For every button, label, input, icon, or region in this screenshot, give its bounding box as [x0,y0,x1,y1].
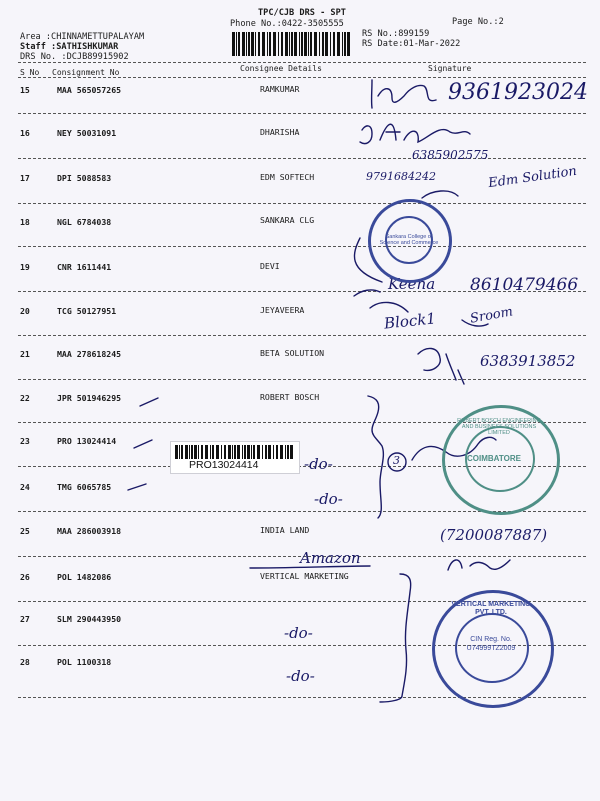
vertical-marketing-stamp-cin: CIN Reg. No. U74999TZ2009 [466,636,516,652]
row-consignee: VERTICAL MARKETING [260,571,349,581]
vertical-marketing-stamp [432,590,554,708]
signature-mark [448,560,510,570]
signature-mark [418,348,464,384]
phone-19: 8610479466 [470,275,579,295]
rs-number: RS No.:899159 [362,29,430,39]
phone-16: 6385902575 [412,148,489,162]
row-consignment: TCG 50127951 [57,306,117,316]
row-consignee: JEYAVEERA [260,305,305,315]
barcode-sticker-text: PRO13024414 [189,459,259,471]
ditto-mark: -do- [284,624,313,642]
row-consignee: RAMKUMAR [260,84,300,94]
col-consignment: Consignment No [52,68,120,77]
name-19: Keena [388,275,436,293]
row-sno: 23 [20,436,30,446]
amazon-note: Amazon [300,549,361,567]
row-consignee: SANKARA CLG [260,215,315,225]
ditto-mark: -do- [314,490,343,508]
row-consignment: DPI 5088583 [57,173,112,183]
circled-number-text: 3 [393,454,400,467]
row-consignment: JPR 501946295 [57,393,122,403]
row-consignment: TMG 6065785 [57,482,112,492]
brace-mark [380,574,411,702]
row-sno: 24 [20,482,30,492]
phone-15: 9361923024 [448,80,588,105]
row-consignment: CNR 1611441 [57,262,112,272]
row-consignment: NGL 6784038 [57,217,112,227]
row-sno: 26 [20,572,30,582]
row-consignee: EDM SOFTECH [260,172,315,182]
robert-bosch-stamp-text: ROBERT BOSCH ENGINEERING AND BUSINESS SOLUTIONS LIMITED [457,418,541,436]
row-sno: 28 [20,657,30,667]
robert-bosch-stamp [442,405,560,515]
row-sno: 17 [20,173,30,183]
row-sno: 18 [20,217,30,227]
row-consignee: DEVI [260,261,280,271]
phone-25: (7200087887) [440,526,548,544]
row-sno: 22 [20,393,30,403]
row-sno: 15 [20,85,30,95]
tick-mark [128,484,146,490]
phone-21: 6383913852 [480,352,576,370]
ditto-mark: -do- [304,455,333,473]
row-sno: 21 [20,349,30,359]
row-consignment: NEY 50031091 [57,128,117,138]
ditto-mark: -do- [286,667,315,685]
note-20b: Sroom [469,304,515,327]
row-sno: 20 [20,306,30,316]
row-consignee: INDIA LAND [260,525,310,535]
col-sno: S No [20,68,40,77]
phone-17: 9791684242 [366,170,436,183]
drs-number: DRS No. :DCJB89915902 [20,52,129,62]
col-signature: Signature [428,64,472,73]
row-sno: 16 [20,128,30,138]
robert-bosch-stamp-city: COIMBATORE [467,454,521,463]
tick-mark [140,398,158,406]
note-20a: Block1 [383,309,437,333]
sankara-stamp [368,199,452,283]
row-consignee: BETA SOLUTION [260,348,325,358]
row-consignment: MAA 565057265 [57,85,122,95]
row-consignment: MAA 278618245 [57,349,122,359]
signature-mark [372,80,436,108]
page-number: Page No.:2 [452,17,504,27]
rs-date: RS Date:01-Mar-2022 [362,39,461,49]
row-consignment: POL 1100318 [57,657,112,667]
signature-mark [422,191,458,198]
vertical-marketing-stamp-text: VERTICAL MARKETING PVT. LTD. [451,601,531,616]
row-sno: 27 [20,614,30,624]
phone-number: Phone No.:0422-3505555 [230,19,344,29]
row-consignment: SLM 290443950 [57,614,122,624]
sankara-stamp-text: Sankara College of Science and Commerce [379,234,439,246]
row-sno: 25 [20,526,30,536]
row-consignment: POL 1482086 [57,572,112,582]
doc-title: TPC/CJB DRS - SPT [258,8,346,18]
col-consignee: Consignee Details [240,64,322,73]
brace-mark [368,396,383,518]
staff-field: Staff :SATHISHKUMAR [20,42,119,52]
row-consignment: MAA 286003918 [57,526,122,536]
area-field: Area :CHINNAMETTUPALAYAM [20,32,145,42]
edm-note: Edm Solution [487,163,578,192]
row-consignee: DHARISHA [260,127,300,137]
row-consignment: PRO 13024414 [57,436,117,446]
signature-mark [360,124,470,143]
tick-mark [134,440,152,448]
row-sno: 19 [20,262,30,272]
row-consignee: ROBERT BOSCH [260,392,320,402]
